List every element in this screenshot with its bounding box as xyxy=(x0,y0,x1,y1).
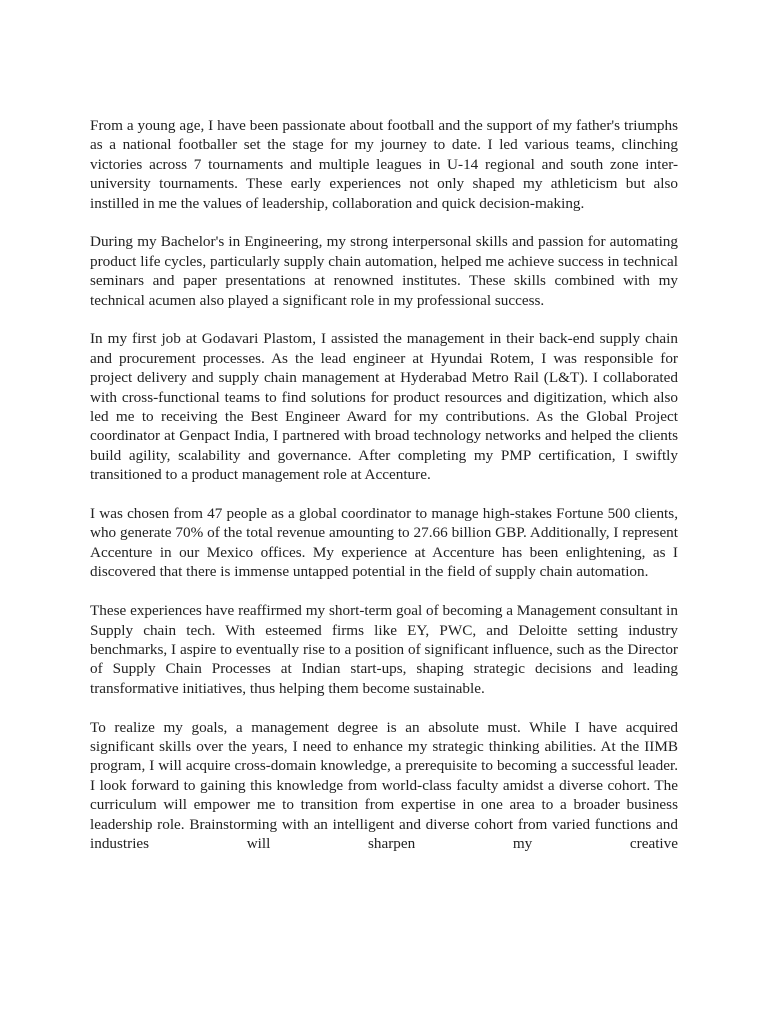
paragraph-goals: These experiences have reaffirmed my short-term goal of becoming a Management consultant in Supply chain tech. With esteemed firms like EY, PWC, and Deloitte setting industry benchmarks, I aspire to eventually rise to a position of significant influence, such as the Director of Supply Chain Processes at Indian start-ups, shaping strategic decisions and leading transformative initiatives, thus helping them become sustainable. xyxy=(90,602,678,697)
paragraph-accenture: I was chosen from 47 people as a global coordinator to manage high-stakes Fortune 500 clients, who generate 70% of the total revenue amounting to 27.66 billion GBP. Additionally, I represent Accenture in our Mexico offices. My experience at Accenture has been enlightening, as I discovered that there is immense untapped potential in the field of supply chain automation. xyxy=(90,505,678,581)
document-body xyxy=(90,116,678,873)
paragraph-management-degree: To realize my goals, a management degree is an absolute must. While I have acquired significant skills over the years, I need to enhance my strategic thinking abilities. At the IIMB program, I will acquire cross-domain knowledge, a prerequisite to becoming a successful leader. I look forward to gaining this knowledge from world-class faculty amidst a diverse cohort. The curriculum will empower me to transition from expertise in one area to a broader business leadership role. Brainstorming with an intelligent and diverse cohort from varied functions and industries will sharpen my creative xyxy=(90,718,678,852)
paragraph-bachelors: During my Bachelor's in Engineering, my strong interpersonal skills and passion for automating product life cycles, particularly supply chain automation, helped me achieve success in technical seminars and paper presentations at renowned institutes. These skills combined with my technical acumen also played a significant role in my professional success. xyxy=(90,233,678,309)
paragraph-first-job: In my first job at Godavari Plastom, I assisted the management in their back-end supply chain and procurement processes. As the lead engineer at Hyundai Rotem, I was responsible for project delivery and supply chain management at Hyderabad Metro Rail (L&T). I collaborated with cross-functional teams to find solutions for product resources and digitization, which also led me to receiving the Best Engineer Award for my contributions. As the Global Project coordinator at Genpact India, I partnered with broad technology networks and helped the clients build agility, scalability and governance. After completing my PMP certification, I swiftly transitioned to a product management role at Accenture. xyxy=(90,330,678,484)
paragraph-football: From a young age, I have been passionate about football and the support of my father's triumphs as a national footballer set the stage for my journey to date. I led various teams, clinching victories across 7 tournaments and multiple leagues in U-14 regional and south zone inter-university tournaments. These early experiences not only shaped my athleticism but also instilled in me the values of leadership, collaboration and quick decision-making. xyxy=(90,117,678,212)
